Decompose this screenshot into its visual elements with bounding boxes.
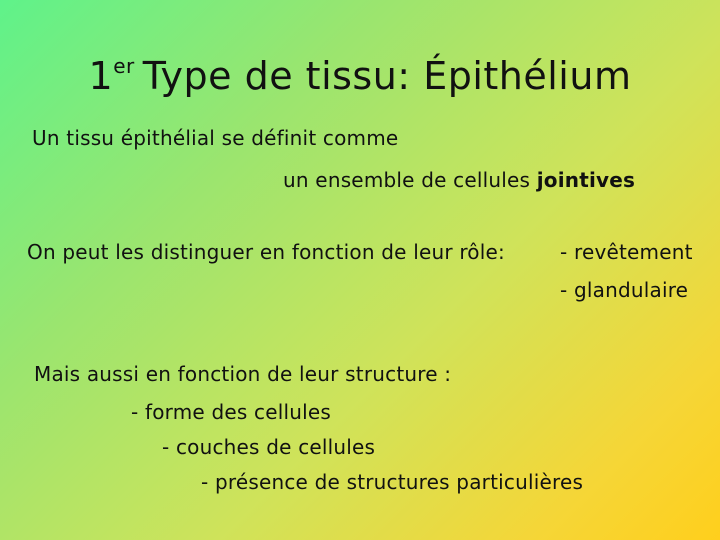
structure-item-couches: - couches de cellules xyxy=(162,435,376,459)
slide-title xyxy=(0,40,720,102)
definition-emphasis: jointives xyxy=(536,168,636,192)
role-intro: On peut les distinguer en fonction de leur rôle: xyxy=(27,240,505,264)
role-item-glandulaire: - glandulaire xyxy=(560,278,689,302)
structure-item-presence: - présence de structures particulières xyxy=(201,470,584,494)
definition-text: un ensemble de cellules xyxy=(283,168,537,192)
structure-intro: Mais aussi en fonction de leur structure : xyxy=(34,362,452,386)
title-ordinal-number: 1 xyxy=(88,54,114,98)
definition-line-2 xyxy=(283,166,635,194)
title-text: Type de tissu: Épithélium xyxy=(142,54,632,98)
title-ordinal-suffix: er xyxy=(113,54,135,78)
role-item-revetement: - revêtement xyxy=(560,240,693,264)
structure-item-forme: - forme des cellules xyxy=(131,400,332,424)
definition-line-1: Un tissu épithélial se définit comme xyxy=(32,126,399,150)
